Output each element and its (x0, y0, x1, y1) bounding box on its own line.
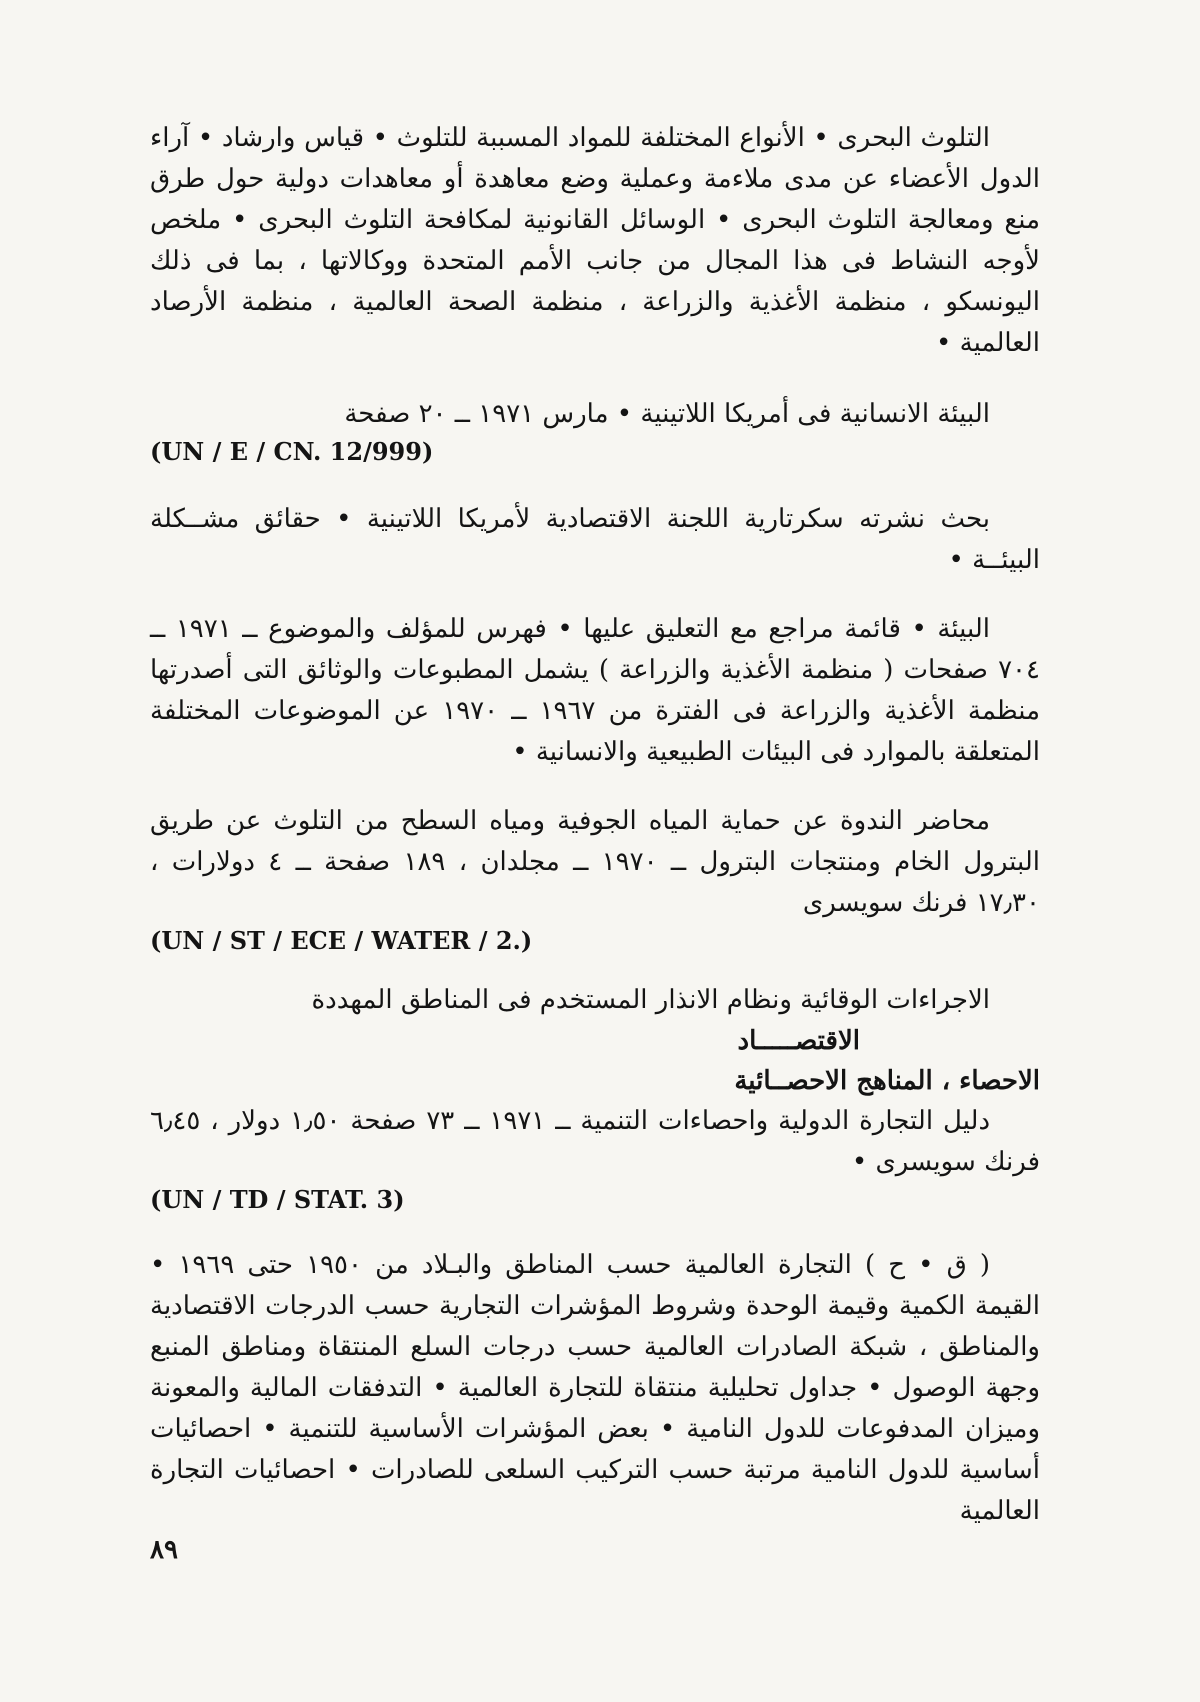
reference-code-1: (UN / E / CN. 12/999) (150, 437, 434, 466)
paragraph-trade-guide: دليل التجارة الدولية واحصاءات التنمية ــ ١٩٧١ ــ ٧٣ صفحة ١٫٥٠ دولار ، ٦٫٤٥ فرنك سويسرى • (150, 1106, 1040, 1177)
paragraph-research-secretariat: بحث نشرته سكرتارية اللجنة الاقتصادية لأمريكا اللاتينية • حقائق مشــكلة البيئــة • (150, 504, 1040, 575)
paragraph-marine-pollution: التلوث البحرى • الأنواع المختلفة للمواد المسببة للتلوث • قياس وارشاد • آراء الدول الأعضاء عن مدى ملاءمة وعملية وضع معاهدة أو معاهدات دولية حول طرق منع ومعالجة التلوث البحرى • الوسائل القانونية لمكافحة التلوث البحرى • ملخص لأوجه النشاط فى هذا المجال من جانب الأمم المتحدة ووكالاتها ، بما فى ذلك اليونسكو ، منظمة الأغذية والزراعة ، منظمة الصحة العالمية ، منظمة الأرصاد العالمية • (150, 123, 1040, 358)
document-page (150, 118, 1040, 1532)
section-heading-economics: الاقتصـــــاد (737, 1026, 860, 1056)
page-number: ٨٩ (150, 1535, 178, 1565)
paragraph-preventive-measures: الاجراءات الوقائية ونظام الانذار المستخدم فى المناطق المهددة (311, 985, 990, 1015)
paragraph-latin-america-environment: البيئة الانسانية فى أمريكا اللاتينية • مارس ١٩٧١ ــ ٢٠ صفحة (344, 399, 990, 429)
subsection-heading-statistics: الاحصاء ، المناهج الاحصــائية (734, 1066, 1040, 1096)
reference-code-3: (UN / TD / STAT. 3) (150, 1185, 405, 1214)
paragraph-world-trade: ( ق • ح ) التجارة العالمية حسب المناطق والبـلاد من ١٩٥٠ حتى ١٩٦٩ • القيمة الكمية وقيمة الوحدة وشروط المؤشرات التجارية حسب الدرجات الاقتصادية والمناطق ، شبكة الصادرات العالمية حسب درجات السلع المنتقاة ومناطق المنبع وجهة الوصول • جداول تحليلية منتقاة للتجارة العالمية • التدفقات المالية والمعونة وميزان المدفوعات للدول النامية • بعض المؤشرات الأساسية للتنمية • احصائيات أساسية للدول النامية مرتبة حسب التركيب السلعى للصادرات • احصائيات التجارة العالمية (150, 1250, 1040, 1526)
paragraph-groundwater-symposium: محاضر الندوة عن حماية المياه الجوفية ومياه السطح من التلوث عن طريق البترول الخام ومنتجات البترول ــ ١٩٧٠ ــ مجلدان ، ١٨٩ صفحة ــ ٤ دولارات ، ١٧٫٣٠ فرنك سويسرى (150, 806, 1041, 918)
reference-code-2: (UN / ST / ECE / WATER / 2.) (150, 926, 533, 955)
paragraph-environment-bibliography: البيئة • قائمة مراجع مع التعليق عليها • فهرس للمؤلف والموضوع ــ ١٩٧١ ــ ٧٠٤ صفحات ( منظمة الأغذية والزراعة ) يشمل المطبوعات والوثائق التى أصدرتها منظمة الأغذية والزراعة فى الفترة من ١٩٦٧ ــ ١٩٧٠ عن الموضوعات المختلفة المتعلقة بالموارد فى البيئات الطبيعية والانسانية • (150, 614, 1040, 767)
